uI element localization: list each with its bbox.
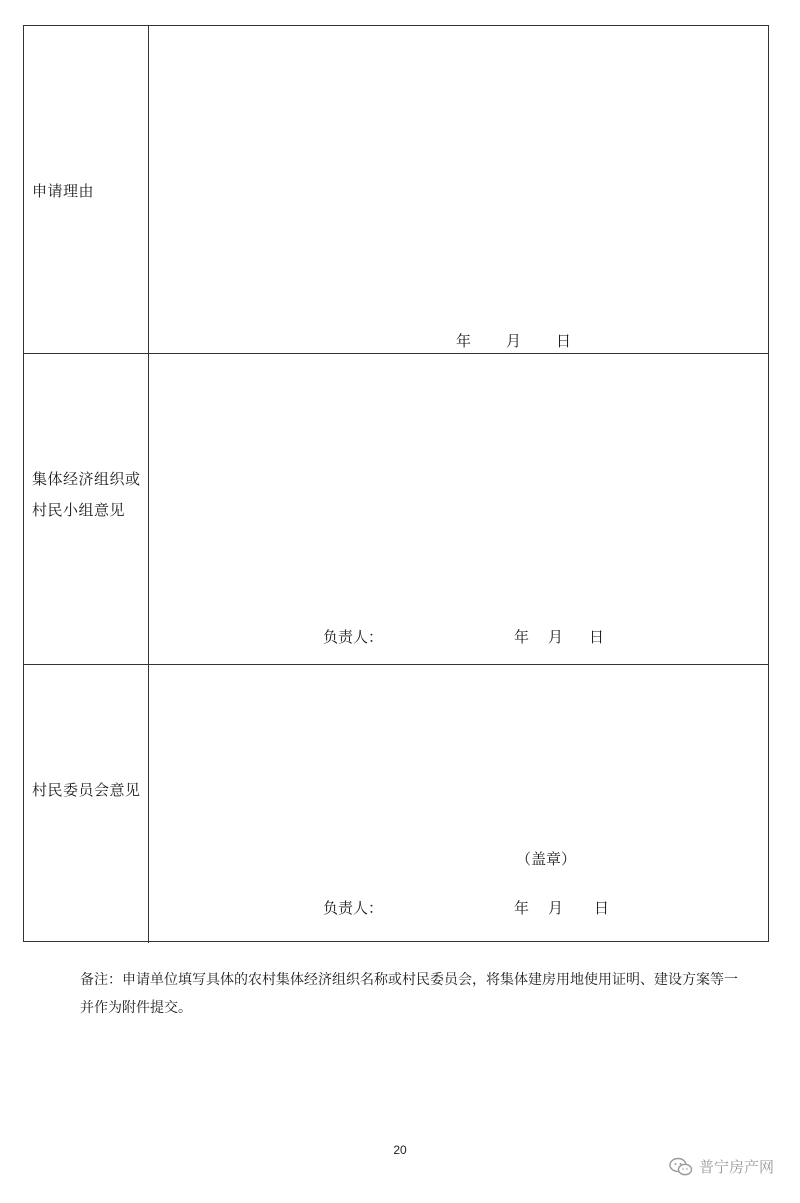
date-month: 月 xyxy=(548,899,564,917)
date-month: 月 xyxy=(548,628,564,646)
wechat-icon xyxy=(669,1157,693,1177)
column-divider xyxy=(148,354,149,664)
application-form-table xyxy=(23,25,769,942)
date-year: 年 xyxy=(514,628,530,646)
column-divider xyxy=(148,665,149,943)
date-day: 日 xyxy=(594,899,610,917)
signer-label: 负责人： xyxy=(323,628,384,646)
seal-label: （盖章） xyxy=(516,850,577,868)
date-day: 日 xyxy=(589,628,605,646)
footnote: 备注：申请单位填写具体的农村集体经济组织名称或村民委员会，将集体建房用地使用证明、建设方案等一并作为附件提交。 xyxy=(80,972,738,1016)
row-collective-opinion xyxy=(24,354,768,665)
date-year: 年 xyxy=(456,332,472,350)
watermark-text: 普宁房产网 xyxy=(698,1158,774,1176)
row-application-reason xyxy=(24,26,768,354)
date-year: 年 xyxy=(514,899,530,917)
row-label-village-committee-opinion: 村民委员会意见 xyxy=(32,781,141,799)
row-village-committee-opinion xyxy=(24,665,768,943)
watermark xyxy=(669,1156,774,1177)
signer-label: 负责人： xyxy=(323,899,384,917)
date-day: 日 xyxy=(556,332,572,350)
column-divider xyxy=(148,26,149,353)
row-label-collective-opinion: 集体经济组织或村民小组意见 xyxy=(32,470,141,519)
page-number: 20 xyxy=(393,1143,407,1157)
date-month: 月 xyxy=(506,332,522,350)
row-label-application-reason: 申请理由 xyxy=(32,182,95,200)
